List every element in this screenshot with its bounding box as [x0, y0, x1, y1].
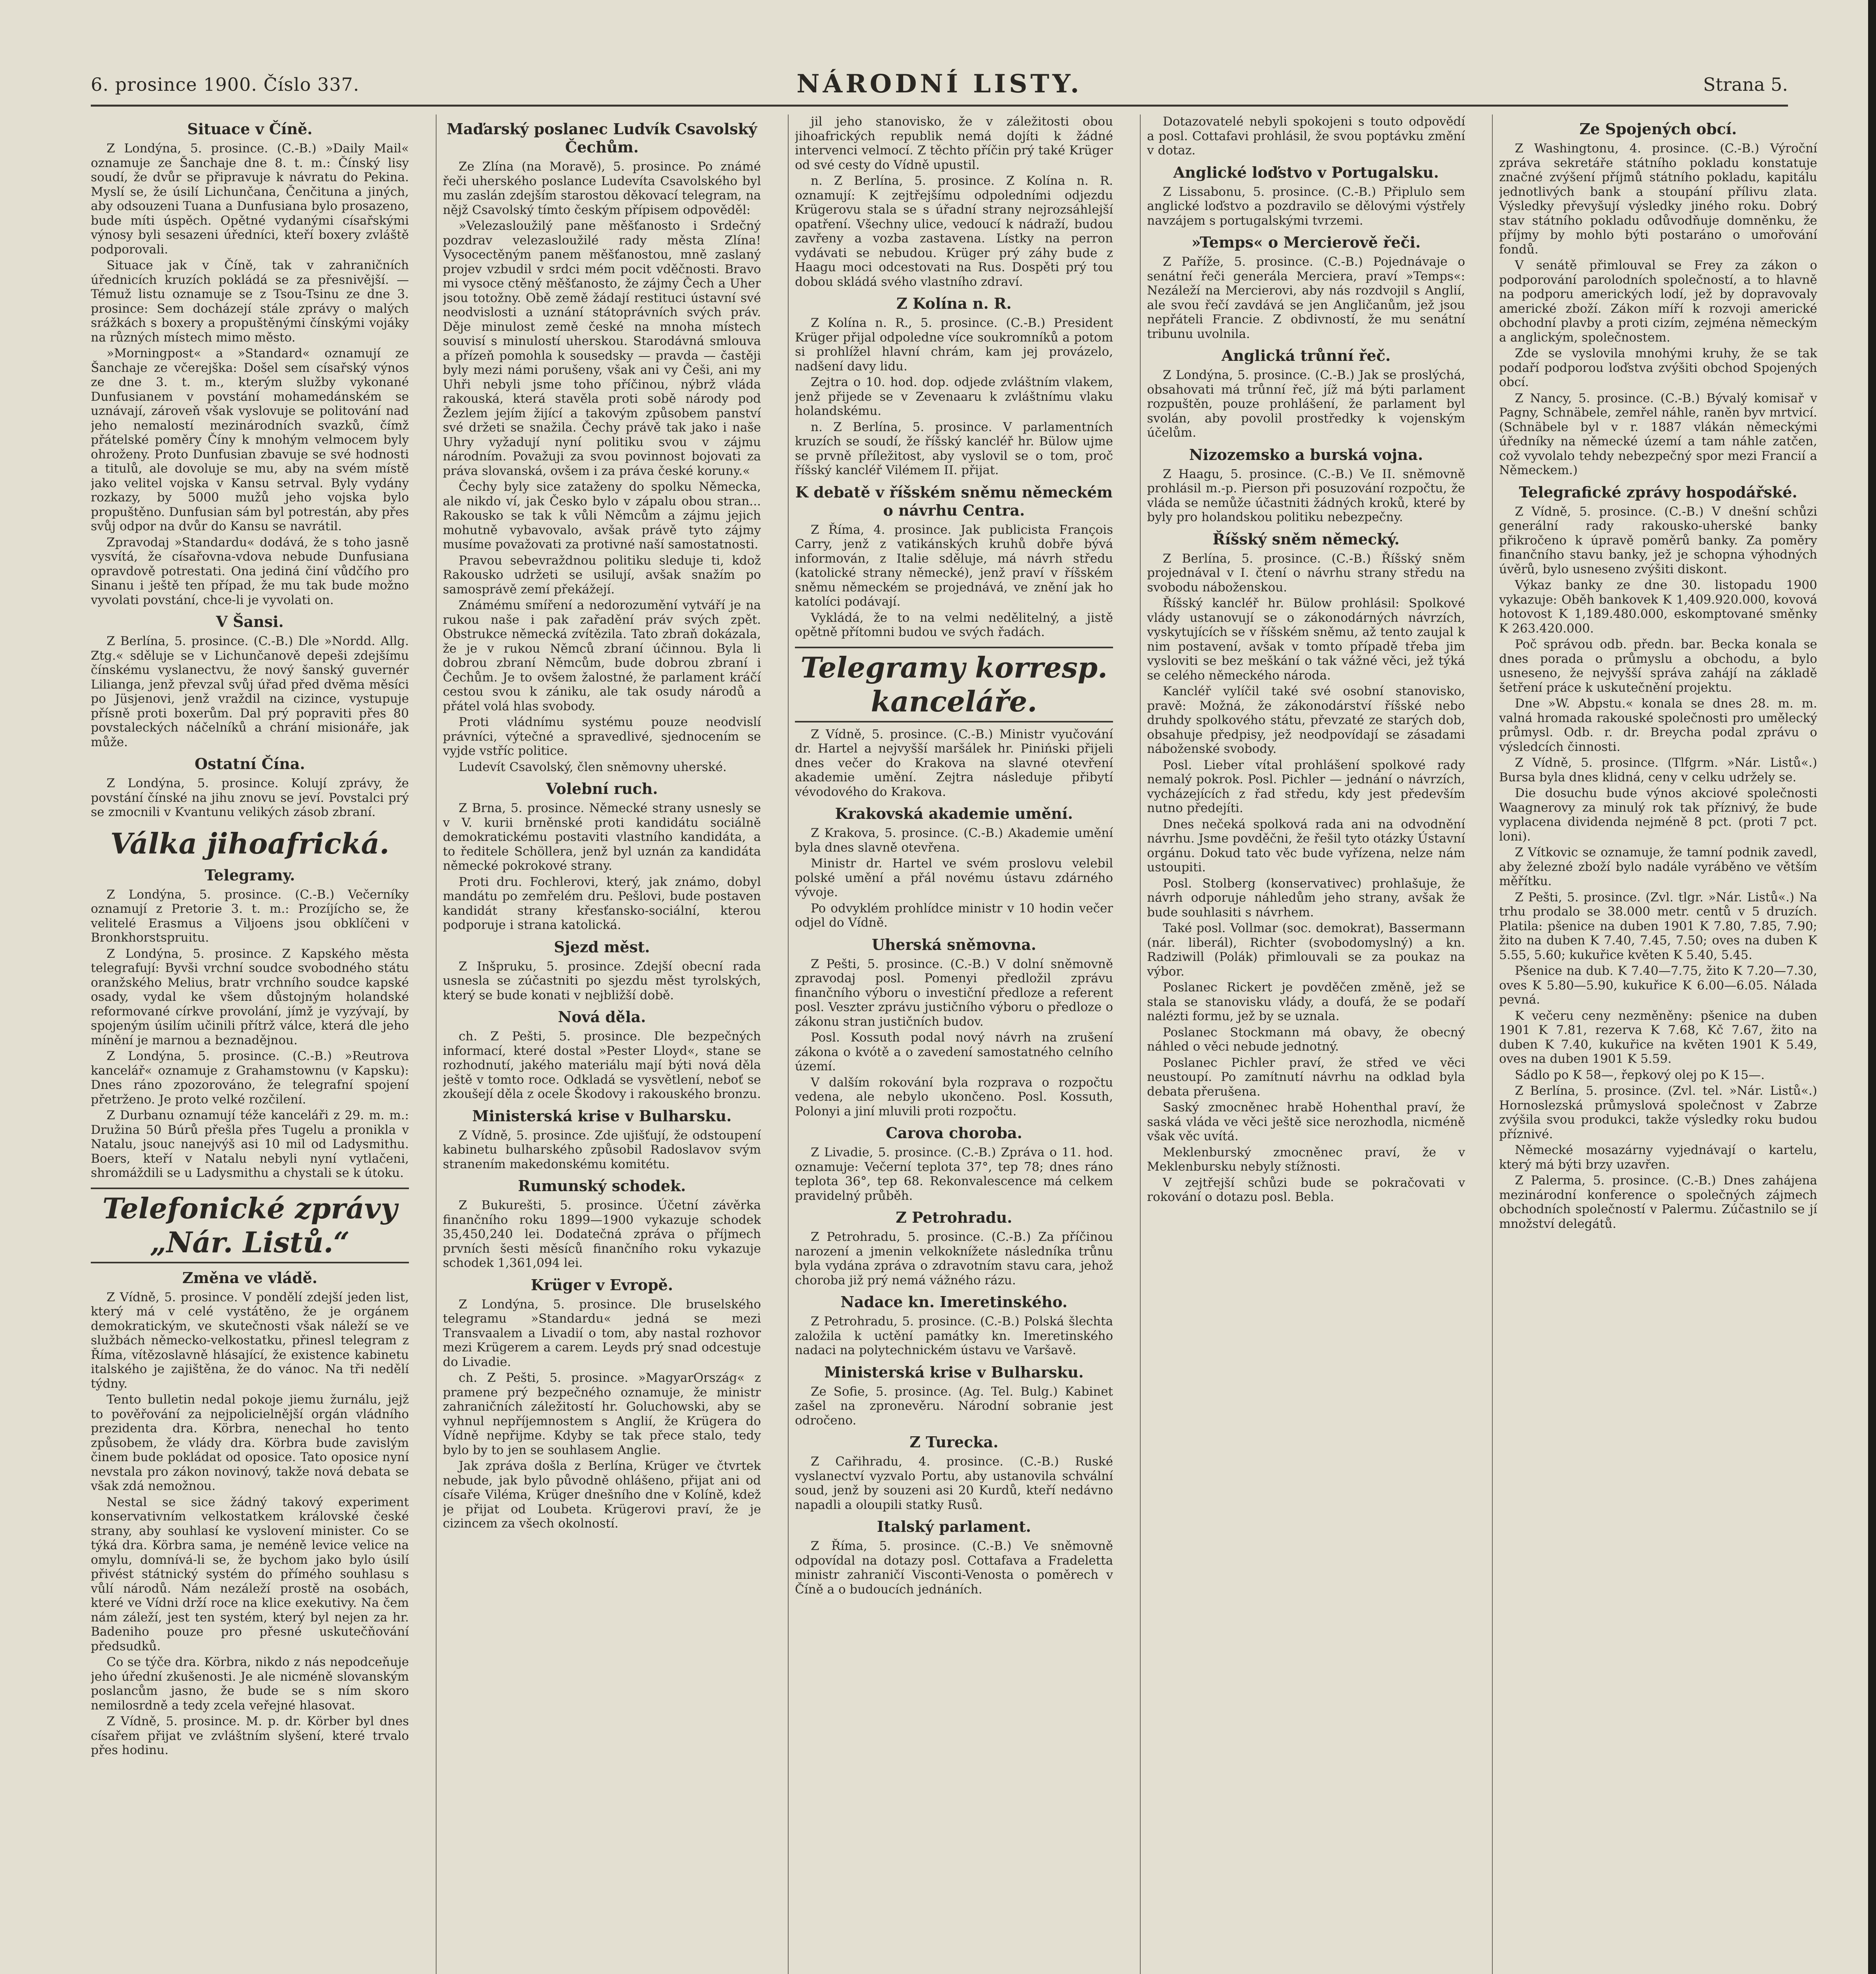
article-paragraph: Z Pešti, 5. prosince. (Zvl. tlgr. »Nár. Listů«.) Na trhu prodalo se 38.000 metr. centů v 5 druzích. Platila: pšenice na duben 1901 K 7.80, 7.85, 7.90; žito na duben K 7.40, 7.45, 7.50; oves na duben K 5.55, 5.60; kukuřice květen K 5.40, 5.45. [1499, 890, 1817, 962]
article-paragraph: »Morningpost« a »Standard« oznamují ze Šanchaje ze včerejška: Došel sem císařský výnos ze dne 3. t. m., kterým služby vykonané Dunfusianem v povstání mohamedánském se uznávají, zároveň však vyslovuje se politování nad jeho nemalostí mezinárodních svazků, čímž přátelské poměry Číny k mnohým velmocem byly ohroženy. Proto Dunfusian zbavuje se své hodnosti a titulů, ale dovoluje se mu, aby na svém místě jako velitel vojska v Kansu setrval. Byly vydány rozkazy, by 5000 mužů jeho vojska bylo propuštěno. Dunfusian sám byl potrestán, aby přes svůj odpor na dvůr do Kansu se navrátil. [91, 346, 409, 533]
article-headline: Krakovská akademie umění. [835, 805, 1073, 822]
article-headline: Situace v Číně. [187, 120, 313, 138]
article-headline: Nová děla. [558, 1008, 646, 1026]
article-paragraph: Poslanec Pichler praví, že střed ve věci neustoupí. Po zamítnutí návrhu na odklad byla debata přerušena. [1147, 1055, 1465, 1099]
article-paragraph: Z Londýna, 5. prosince. (C.-B.) Jak se proslýchá, obsahovati má trůnní řeč, jíž má býti parlament rozpuštěn, pouze prohlášení, že parlament byl svolán, aby povolil prostředky k vojenským účelům. [1147, 368, 1465, 440]
article-headline: Krüger v Evropě. [530, 1276, 673, 1294]
article-paragraph: K večeru ceny nezměněny: pšenice na duben 1901 K 7.81, rezerva K 7.68, Kč 7.67, žito na duben K 7.40, kukuřice na květen 1901 K 5.49, oves na duben 1901 K 5.59. [1499, 1008, 1817, 1066]
article-paragraph: Z Kolína n. R., 5. prosince. (C.-B.) President Krüger přijal odpoledne více soukromníků a potom si prohlížel hlavní chrám, kam jej provázelo, nadšení davy lidu. [795, 316, 1113, 373]
newspaper-title: NÁRODNÍ LISTY. [797, 69, 1082, 99]
article-paragraph: Z Londýna, 5. prosince. Dle bruselského telegramu »Standardu« jedná se mezi Transvaalem a Livadií o tom, aby nastal rozhovor mezi Krügerem a carem. Leyds prý snad odcestuje do Livadie. [443, 1297, 761, 1369]
article-headline: Z Petrohradu. [896, 1208, 1012, 1226]
page-edge-shadow [1868, 0, 1876, 1974]
article-headline: Nizozemsko a burská vojna. [1189, 445, 1423, 463]
article-paragraph: Z Petrohradu, 5. prosince. (C.-B.) Polská šlechta založila k uctění památky kn. Imeretinského nadaci na polytechnickém ústavu ve Varšavě. [795, 1314, 1113, 1357]
article-paragraph: »Velezasloužilý pane měšťanosto i Srdečný pozdrav velezasloužilé rady města Zlína! Vysocectěným panem měšťanostou, mně zaslaný projev vzbudil v srdci mém pocit vděčnosti. Bravo mi vysoce ctěný měšťanosto, že zájmy Čech a Uher jsou totožny. Obě země žádají restituci ústavní své neodvislosti a uznání státoprávních svých práv. Děje minulost země české na mnoha místech souvisí s minulostí uherskou. Starodávná smlouva a přízeň pomohla k sousedsky — pravda — častěji byly mezi námi porušeny, však ani vy Češi, ani my Uhři nebyli jsme toho příčinou, nýbrž vláda rakouská, která stavěla proti sobě národy pod Žezlem jejím žijící a takovým způsobem panství své držeti se snažila. Čechy právě tak jako i naše Uhry vyžadují nyní politiku svou v zájmu národním. Považuji za svou povinnost bojovati za práva slovanská, ovšem i za práva české koruny.« [443, 219, 761, 478]
article-headline: Říšský sněm německý. [1213, 530, 1400, 548]
article-paragraph: Také posl. Vollmar (soc. demokrat), Bassermann (nár. liberál), Richter (svobodomyslný) a kn. Radziwill (Polák) přimlouvali se za poukaz na výbor. [1147, 921, 1465, 979]
article-headline: Ostatní Čína. [195, 755, 305, 773]
section-headline: Telegramy korresp. kanceláře. [795, 647, 1113, 722]
article-paragraph: Z Vídně, 5. prosince. (C.-B.) Ministr vyučování dr. Hartel a nejvyšší maršálek hr. Piniński přijeli dnes večer do Krakova na slavné otevření akademie umění. Zejtra následuje přibytí vévodového do Krakova. [795, 727, 1113, 799]
article-paragraph: Poslanec Stockmann má obavy, že obecný náhled o věci nebude jednotný. [1147, 1025, 1465, 1054]
article-paragraph: Z Říma, 4. prosince. Jak publicista François Carry, jenž z vatikánských kruhů dobře bývá informován, z Italie sděluje, má návrh středu (katolické strany německé), jenž praví v říšském sněmu německém se projednává, ve znění jak ho katolíci podávají. [795, 522, 1113, 609]
article-paragraph: Posl. Kossuth podal nový návrh na zrušení zákona o kvótě a o zavedení samostatného celního území. [795, 1030, 1113, 1073]
article-paragraph: Z Londýna, 5. prosince. Z Kapského města telegrafují: Byvši vrchní soudce svobodného státu oranžského Melius, bratr vrchního soudce kapské osady, vydal ke všem důstojným holandské reformované církve provolání, jímž je vyzývají, by spojeným úsilím učinili přítrž válce, která dle jeho mínění je marnou a beznadějnou. [91, 946, 409, 1047]
column-2 [443, 114, 761, 1974]
article-paragraph: Ministr dr. Hartel ve svém proslovu velebil polské umění a přál novému ústavu zdárného vývoje. [795, 856, 1113, 899]
article-paragraph: Dne »W. Abpstu.« konala se dnes 28. m. m. valná hromada rakouské společnosti pro umělecký průmysl. Odb. r. dr. Breycha podal zprávu o výsledcích činnosti. [1499, 696, 1817, 754]
article-headline: Ministerská krise v Bulharsku. [472, 1107, 732, 1125]
article-paragraph: ch. Z Pešti, 5. prosince. Dle bezpečných informací, které dostal »Pester Lloyd«, stane se rozhodnutí, jakého materiálu mají býti nová děla ještě v tomto roce. Odkladá se vysvětlení, neboť se zkoušejí děla z ocele Škodovy i rakouského bronzu. [443, 1029, 761, 1101]
article-paragraph: Poč správou odb. předn. bar. Becka konala se dnes porada o průmyslu a obchodu, a bylo usneseno, že nejvyšší správa zahájí na základě šetření práce k uskutečnění projektu. [1499, 637, 1817, 695]
article-paragraph: Z Vídně, 5. prosince. (C.-B.) V dnešní schůzi generální rady rakousko-uherské banky přikročeno k úpravě poměrů banky. Za poměry finančního stavu banky, jež je schopna výhodných úvěrů, bylo usneseno zvýšiti diskont. [1499, 504, 1817, 576]
article-paragraph: Die dosuchu bude výnos akciové společnosti Waagnerovy za minulý rok tak příznivý, že bude vyplacena dividenda nejméně 8 pct. (proti 7 pct. loni). [1499, 786, 1817, 844]
article-headline: Volební ruch. [546, 780, 658, 797]
article-headline: Ze Spojených obcí. [1579, 120, 1737, 138]
article-paragraph: Z Paříže, 5. prosince. (C.-B.) Pojednávaje o senátní řeči generála Merciera, praví »Temps«: Nezáleží na Mercierovi, aby nás rozdvojil s Anglií, ale svou řečí zavdává se jen Angličanům, jež jsou nepřáteli Francie. Z obdivností, že mu senátní tribunu uvolnila. [1147, 255, 1465, 341]
article-paragraph: Zde se vyslovila mnohými kruhy, že se tak podaří podporou loďstva zvýšiti obchod Spojených obcí. [1499, 346, 1817, 389]
article-paragraph: Z Durbanu oznamují téže kanceláři z 29. m. m.: Družina 50 Búrů přešla přes Tugelu a pronikla v Natalu, jsouc nanejvýš asi 10 mil od Ladysmithu. Boers, kteří v Natalu nebyli nyní vytlačeni, shromáždili se u Ladysmithu a chystali se k útoku. [91, 1108, 409, 1180]
article-paragraph: Z Berlína, 5. prosince. (C.-B.) Dle »Nordd. Allg. Ztg.« sděluje se v Lichunčanově depeši zdejšímu čínskému vyslanectvu, že nový šanský guvernér Lilianga, jenž převzal svůj úřad před dvěma měsíci po Jüsjenovi, jenž vraždil na cizince, vystupuje přísně proti boxerům. Dal prý popraviti přes 80 povstaleckých náčelníků a chrání misionáře, jak může. [91, 634, 409, 749]
article-paragraph: Ludevít Csavolský, člen sněmovny uherské. [459, 760, 727, 774]
article-headline: Z Turecka. [909, 1433, 999, 1451]
article-paragraph: Jak zpráva došla z Berlína, Krüger ve čtvrtek nebude, jak bylo původně ohlášeno, přijat ani od císaře Viléma, Krüger dnešního dne v Kolíně, kdež je přijat od Loubeta. Krügerovi praví, že je cizincem za všech okolností. [443, 1459, 761, 1531]
article-headline: Telegrafické zprávy hospodářské. [1519, 483, 1797, 501]
article-paragraph: V senátě přimlouval se Frey za zákon o podporování parolodních společností, a to hlavně na podporu amerických lodí, jež by dopravovaly americké zboží. Zákon míří k rozvoji americké obchodní plavby a proti cizím, zejména německým a anglickým, společnostem. [1499, 258, 1817, 345]
article-paragraph: Z Vídně, 5. prosince. V pondělí zdejší jeden list, který má v celé vystátěno, že je orgánem demokratickým, ve skutečnosti však náleží se ve službách německo-velkostatku, přinesl telegram z Říma, vítězoslavně hlásající, že existence kabinetu italského je zajištěna, že do vánoc. Na tři nedělí týdny. [91, 1290, 409, 1391]
article-headline: Z Kolína n. R. [896, 295, 1012, 312]
article-paragraph: Ze Sofie, 5. prosince. (Ag. Tel. Bulg.) Kabinet zašel na zpronevěru. Národní sobranie jest odročeno. [795, 1384, 1113, 1428]
column-5 [1499, 114, 1817, 1974]
article-paragraph: Situace jak v Číně, tak v zahraničních úřednicích kruzích pokládá se za přesnivější. — Témuž listu oznamuje se z Tsou-Tsinu ze dne 3. prosince: Sem docházejí stále zprávy o malých srážkách s boxery a propuštěnými čínskými vojáky na různých místech mimo město. [91, 258, 409, 345]
article-headline: »Temps« o Mercierově řeči. [1191, 233, 1421, 251]
article-paragraph: Kancléř vylíčil také své osobní stanovisko, pravě: Možná, že zákonodárství říšské nebo druhdy spolkového státu, převzaté ze starých dob, obsahuje předpisy, jež neodpovídají se zásadami náboženské svobody. [1147, 684, 1465, 756]
article-paragraph: Z Londýna, 5. prosince. Kolují zprávy, že povstání čínské na jihu znovu se jeví. Povstalci prý se zmocnili v Kvantunu velikých zásob zbraní. [91, 776, 409, 819]
article-paragraph: Saský zmocněnec hrabě Hohenthal praví, že saská vláda ve věci ještě sice nerozhodla, nicméně však věc uvítá. [1147, 1100, 1465, 1143]
column-divider [436, 114, 437, 1974]
article-paragraph: Z Krakova, 5. prosince. (C.-B.) Akademie umění byla dnes slavně otevřena. [795, 826, 1113, 855]
article-paragraph: Čechy byly sice zataženy do spolku Německa, ale nikdo ví, jak Česko bylo v zápalu obou stran... Rakousko se tak k vůli Němcům a zájmu jejich mohutně vybavovalo, avšak právě tyto zájmy musíme považovati za protivné naší samostatnosti. [443, 480, 761, 552]
article-headline: Nadace kn. Imeretinského. [840, 1293, 1068, 1311]
article-paragraph: Posl. Stolberg (konservativec) prohlašuje, že návrh odporuje náhledům jeho strany, avšak že bude souhlasiti s návrhem. [1147, 876, 1465, 919]
article-paragraph: Z Bukurešti, 5. prosince. Účetní závěrka finančního roku 1899—1900 vykazuje schodek 35,450,240 lei. Dodatečná zpráva o příjmech prvních šesti měsíců finančního roku vykazuje schodek 1,361,094 lei. [443, 1198, 761, 1270]
article-headline: Carova choroba. [885, 1124, 1023, 1142]
article-paragraph: Pravou sebevraždnou politiku sleduje ti, kdož Rakousko udržeti se usilují, avšak snažím po samosprávě zemí překážejí. [443, 553, 761, 597]
article-paragraph: Výkaz banky ze dne 30. listopadu 1900 vykazuje: Oběh bankovek K 1,409.920.000, kovová hotovost K 1,189.480.000, eskomptované směnky K 263.420.000. [1499, 578, 1817, 636]
article-paragraph: Pšenice na dub. K 7.40—7.75, žito K 7.20—7.30, oves K 5.80—5.90, kukuřice K 6.00—6.05. Nálada pevná. [1499, 964, 1817, 1007]
article-paragraph: Posl. Lieber vítal prohlášení spolkové rady nemalý pokrok. Posl. Pichler — jednání o návrzích, vycházejících z řad středu, kdy jest především nutno předejíti. [1147, 758, 1465, 815]
article-paragraph: Meklenburský zmocněnec praví, že v Meklenbursku nebyly stížnosti. [1147, 1145, 1465, 1174]
article-headline: Sjezd měst. [554, 938, 650, 956]
article-paragraph: Z Cařihradu, 4. prosince. (C.-B.) Ruské vyslanectví vyzvalo Portu, aby ustanovila schvální soud, jenž by souzeni asi 20 Kurdů, kteří nedávno napadli a oloupili statky Rusů. [795, 1454, 1113, 1512]
article-paragraph: ch. Z Pešti, 5. prosince. »MagyarOrszág« z pramene prý bezpečného oznamuje, že ministr zahraničních záležitostí hr. Goluchowski, aby se vyhnul nepříjemnostem s Anglií, že Krügera do Vídně nepřijme. Kdyby se tak přece stalo, tedy bylo by to jen se souhlasem Anglie. [443, 1371, 761, 1457]
article-paragraph: Zejtra o 10. hod. dop. odjede zvláštním vlakem, jenž přijede se v Zevenaaru k zvláštnímu vlaku holandskému. [795, 375, 1113, 418]
article-paragraph: Z Londýna, 5. prosince. (C.-B.) »Daily Mail« oznamuje ze Šanchaje dne 8. t. m.: Čínský lisy soudí, že dvůr se připravuje k návratu do Pekina. Myslí se, že úsilí Lichunčana, Čenčituna a jiných, aby odsouzeni Tuana a Dunfusiana bylo prosazeno, bude míti úspěch. Opětné vydanými císařskými výnosy byli sesazeni úředníci, kteří boxery zvláště podporovali. [91, 141, 409, 257]
article-paragraph: Dotazovatelé nebyli spokojeni s touto odpovědí a posl. Cottafavi prohlásil, že svou poptávku změní v dotaz. [1147, 114, 1465, 158]
article-paragraph: Z Lissabonu, 5. prosince. (C.-B.) Připlulo sem anglické loďstvo a pozdravilo se dělovými výstřely navzájem s portugalskými tvrzemi. [1147, 184, 1465, 228]
article-headline: Anglická trůnní řeč. [1221, 347, 1391, 364]
article-paragraph: Z Vídně, 5. prosince. Zde ujišťují, že odstoupení kabinetu bulharského způsobil Radoslavov svým stranením makedonskému komitétu. [443, 1128, 761, 1171]
article-paragraph: Z Londýna, 5. prosince. (C.-B.) »Reutrova kancelář« oznamuje z Grahamstownu (v Kapsku): Dnes ráno zpozorováno, že telegrafní spojení přetrženo. Je proto velké rozčilení. [91, 1049, 409, 1107]
article-paragraph: Po odvyklém prohlídce ministr v 10 hodin večer odjel do Vídně. [795, 901, 1113, 930]
article-paragraph: Dnes nečeká spolková rada ani na odvodnění návrhu. Jsme povděčni, že řešil tyto otázky Ústavní orgánu. Dokud tato věc bude vyřízena, nelze nám ustoupiti. [1147, 817, 1465, 874]
article-headline: Anglické loďstvo v Portugalsku. [1173, 163, 1439, 181]
article-headline: V Šansi. [216, 613, 284, 630]
article-paragraph: Z Petrohradu, 5. prosince. (C.-B.) Za příčinou narození a jmenin velkoknížete následníka trůnu byla vydána zpráva o zdravotním stavu cara, jehož choroba již prý nemá vážného rázu. [795, 1230, 1113, 1287]
article-paragraph: Proti vládnímu systému pouze neodvislí právníci, výtečné a spravedlivé, sjednocením se vyjde vstříc politice. [443, 715, 761, 758]
article-headline: Maďarský poslanec Ludvík Csavolský Čechům. [446, 120, 757, 156]
column-divider [1492, 114, 1493, 1974]
article-paragraph: Z Berlína, 5. prosince. (Zvl. tel. »Nár. Listů«.) Hornoslezská průmyslová společnost v Zabrze zvýšila svou produkci, takže výsledky roku budou příznivé. [1499, 1084, 1817, 1141]
article-paragraph: Co se týče dra. Körbra, nikdo z nás nepodceňuje jeho úřední zkušenosti. Je ale nicméně slovanským poslancům jasno, že bude se s ním skoro nemilosrdně a tedy zcela veřejné hlasovat. [91, 1655, 409, 1713]
article-paragraph: Z Palerma, 5. prosince. (C.-B.) Dnes zahájena mezinárodní konference o společných zájmech obchodních společností v Palermu. Zúčastnilo se jí množství delegátů. [1499, 1173, 1817, 1231]
article-paragraph: Z Vídně, 5. prosince. (Tlfgrm. »Nár. Listů«.) Bursa byla dnes klidná, ceny v celku udržely se. [1499, 756, 1817, 784]
article-paragraph: V zejtřejší schůzi bude se pokračovati v rokování o dotazu posl. Bebla. [1147, 1175, 1465, 1204]
column-3 [795, 114, 1113, 1974]
article-paragraph: Poslanec Rickert je povděčen změně, jež se stala se stanovisku vlády, a doufá, že se podaří nalézti formu, jež by se uznala. [1147, 980, 1465, 1023]
column-divider [1140, 114, 1141, 1974]
article-paragraph: Z Pešti, 5. prosince. (C.-B.) V dolní sněmovně zpravodaj posl. Pomenyi předložil zprávu finančního výboru o investiční předloze a referent posl. Veszter zprávu justičního výboru o předloze o zákonu stran justičních budov. [795, 957, 1113, 1029]
article-paragraph: Z Vídně, 5. prosince. M. p. dr. Körber byl dnes císařem přijat ve zvláštním slyšení, které trvalo přes hodinu. [91, 1714, 409, 1757]
article-paragraph: Říšský kancléř hr. Bülow prohlásil: Spolkové vlády ustanovují se o zákonodárných návrzích, vyskytujících se v říšském sněmu, až tento zaujal k nim postavení, avšak v tomto případě třeba jim vysloviti se bez meškání o tak vážné věci, jež týká se celého německého národa. [1147, 596, 1465, 683]
article-paragraph: Sádlo po K 58—, řepkový olej po K 15—. [1515, 1068, 1765, 1082]
article-paragraph: Tento bulletin nedal pokoje jiemu žurnálu, jejž to pověřování za nejpolicielnější orgán vládního prezidenta dra. Körbra, nenechal ho tento způsobem, že vlády dra. Körbra bude zavislým činem bude pokládat od oposice. Tato oposice nyní nevstala pro zákon novinový, takže nová debata se však zdá nemožnou. [91, 1392, 409, 1493]
section-headline: Telefonické zprávy „Nár. Listů.“ [91, 1188, 409, 1263]
article-paragraph: Z Vítkovic se oznamuje, že tamní podnik zavedl, aby železné zboží bylo nadále vyráběno ve větším měřítku. [1499, 845, 1817, 888]
article-headline: Rumunský schodek. [518, 1177, 686, 1195]
section-headline: Válka jihoafrická. [110, 826, 390, 860]
column-1 [91, 114, 409, 1974]
article-paragraph: Z Nancy, 5. prosince. (C.-B.) Bývalý komisař v Pagny, Schnäbele, zemřel náhle, raněn byv mrtvicí. (Schnäbele byl v r. 1887 vlákán německými úředníky na německé území a tam náhle zatčen, což vyvolalo tehdy nebezpečný spor mezi Francií a Německem.) [1499, 391, 1817, 477]
page-header [91, 69, 1788, 101]
article-paragraph: jil jeho stanovisko, že v záležitosti obou jihoafrických republik nemá dojíti k žádné intervenci velmocí. Z těchto příčin prý také Krüger od své cesty do Vídně upustil. [795, 114, 1113, 172]
article-paragraph: Z Livadie, 5. prosince. (C.-B.) Zpráva o 11. hod. oznamuje: Večerní teplota 37°, tep 78; dnes ráno teplota 36°, tep 68. Rekonvalescence má celkem pravidelný průběh. [795, 1145, 1113, 1203]
article-headline: Uherská sněmovna. [871, 935, 1036, 953]
column-divider [788, 114, 789, 1974]
article-paragraph: Z Londýna, 5. prosince. (C.-B.) Večerníky oznamují z Pretorie 3. t. m.: Prozíjícho se, že velitelé Erasmus a Viljoens jsou obklíčeni v Bronkhorstspruitu. [91, 887, 409, 945]
article-headline: Změna ve vládě. [182, 1268, 318, 1287]
page-number: Strana 5. [1703, 74, 1788, 95]
article-headline: Italský parlament. [877, 1518, 1031, 1535]
article-paragraph: Z Washingtonu, 4. prosince. (C.-B.) Výroční zpráva sekretáře státního pokladu konstatuje značné zvýšení příjmů státního pokladu, kapitálu jednotlivých bank a stoupání přílivu zlata. Výsledky převyšují výsledky jiného roku. Dobrý stav státního pokladu odůvodňuje domněnku, že příjmy by mohlo býti postaráno o umořování fondů. [1499, 141, 1817, 257]
article-paragraph: Z Berlína, 5. prosince. (C.-B.) Říšský sněm projednával v I. čtení o návrhu strany středu na svobodu náboženskou. [1147, 551, 1465, 595]
column-4 [1147, 114, 1465, 1974]
article-headline: Ministerská krise v Bulharsku. [824, 1363, 1084, 1381]
article-headline: Telegramy. [204, 866, 295, 884]
article-paragraph: Z Inšpruku, 5. prosince. Zdejší obecní rada usnesla se zúčastniti po sjezdu měst tyrolských, který se bude konati v nejbližší době. [443, 959, 761, 1002]
article-paragraph: n. Z Berlína, 5. prosince. Z Kolína n. R. oznamují: K zejtřejšímu odpoledními odjezdu Krügerovu stala se s úřadní strany nejrozsáhlejší opatření. Všechny ulice, vedoucí k nádraží, budou zavřeny a vozba zastavena. Lístky na perron vydávati se nebudou. Krüger prý záhy bude z Haagu moci odcestovati na Rus. Dospěti prý tou dobou skládá svého vlastního zdraví. [795, 174, 1113, 289]
article-paragraph: Z Říma, 5. prosince. (C.-B.) Ve sněmovně odpovídal na dotazy posl. Cottafava a Fradeletta ministr zahraničí Visconti-Venosta o poměrech v Číně a o budoucích jednáních. [795, 1539, 1113, 1597]
article-paragraph: Z Brna, 5. prosince. Německé strany usnesly se v V. kurii brněnské proti kandidátu sociálně demokratickému postaviti vlastního kandidáta, a to ředitele Schöllera, jenž byl uznán za kandidáta německé pokrokové strany. [443, 801, 761, 873]
article-paragraph: Známému smíření a nedorozumění vytváří je na rukou naše i pak zařadění práv svých zpět. Obstrukce německá zvítězila. Tato zbraň dokázala, že je v rukou Němců zbraní účinnou. Byla li dobrou zbraní Němcům, bude dobrou zbraní i Čechům. Je to ovšem žalostné, že parlament kráčí cestou svou k zániku, ale tak osudy národů a přátel volá hlas svobody. [443, 598, 761, 713]
article-paragraph: Ze Zlína (na Moravě), 5. prosince. Po známé řeči uherského poslance Ludevíta Csavolského byl mu zaslán zdejším starostou děkovací telegram, na nějž Csavolský tímto českým přípisem odpověděl: [443, 159, 761, 217]
header-rule [91, 105, 1788, 107]
article-paragraph: Proti dru. Fochlerovi, který, jak známo, dobyl mandátu po zemřelém dru. Pešlovi, bude postaven kandidát strany křesťansko-sociální, kterou podporuje i strana katolická. [443, 874, 761, 932]
article-paragraph: Nestal se sice žádný takový experiment konservativním velkostatkem královské české strany, aby souhlasí ke vyslovení minister. Co se týká dra. Körbra sama, je neméně levice velice na omylu, domnívá-li se, že bychom jako bylo úsilí přivést státnický systém do přímého souhlasu s vůlí národů. Nám nezáleží prostě na osobách, které ve Vídni drží roce na klice exekutivy. Na čem nám záleží, jest ten systém, který byl nejen za hr. Badeniho pouze pro přesné uskutečňování předsudků. [91, 1495, 409, 1653]
article-headline: K debatě v říšském sněmu německém o návrhu Centra. [795, 483, 1113, 519]
article-paragraph: n. Z Berlína, 5. prosince. V parlamentních kruzích se soudí, že říšský kancléř hr. Bülow ujme se prvně příležitost, aby vyslovil se o tom, proč říšský kancléř Vilémem II. přijat. [795, 420, 1113, 477]
article-paragraph: V dalším rokování byla rozprava o rozpočtu vedena, ale nebylo ukončeno. Posl. Kossuth, Polonyi a jiní mluvili proti rozpočtu. [795, 1075, 1113, 1118]
article-paragraph: Německé mosazárny vyjednávají o kartelu, který má býti brzy uzavřen. [1499, 1143, 1817, 1172]
article-paragraph: Z Haagu, 5. prosince. (C.-B.) Ve II. sněmovně prohlásil m.-p. Pierson při posuzování rozpočtu, že vláda se nemůže účastniti žádných kroků, které by byly pro holandskou politiku nebezpečny. [1147, 467, 1465, 524]
issue-date: 6. prosince 1900. Číslo 337. [91, 74, 360, 95]
article-paragraph: Vykládá, že to na velmi nedělitelný, a jistě opětně přítomni budou ve svých řadách. [795, 610, 1113, 639]
article-paragraph: Zpravodaj »Standardu« dodává, že s toho jasně vysvítá, že císařovna-vdova nebude Dunfusiana opravdově potrestati. Ona jediná činí vůdčího pro Sinanu i ještě ten případ, že mu tak bude možno vyvolati povstání, chce-li je vyvolati on. [91, 535, 409, 607]
